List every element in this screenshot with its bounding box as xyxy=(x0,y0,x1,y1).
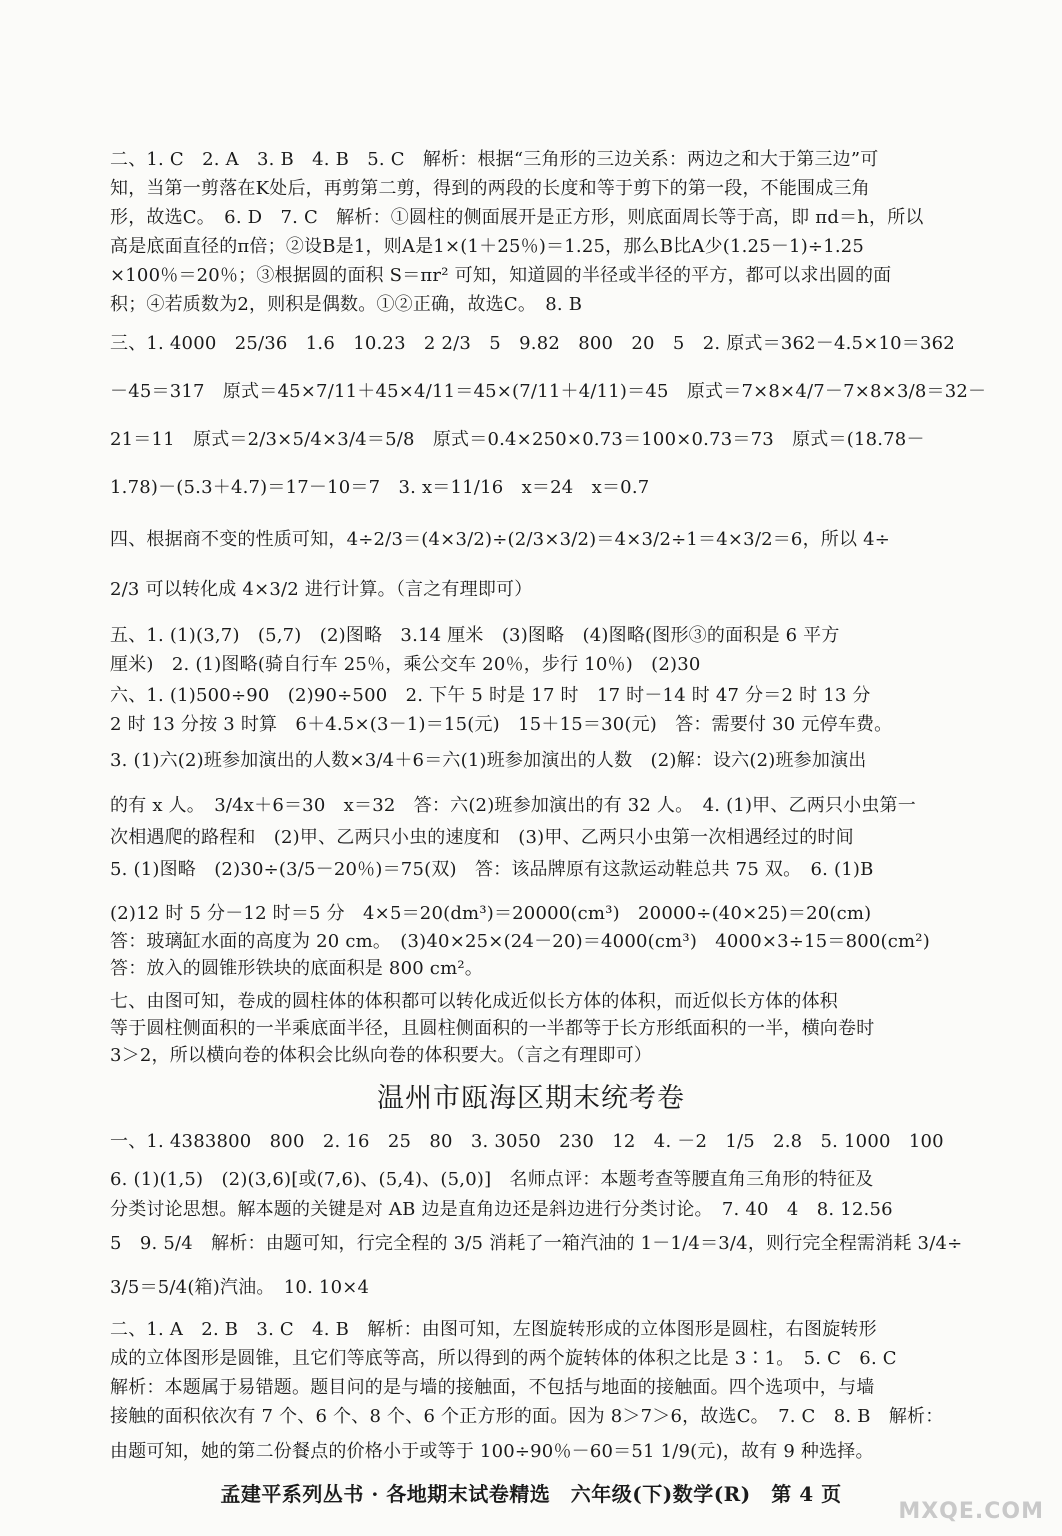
text-line: 由题可知，她的第二份餐点的价格小于或等于 100÷90％－60＝51 1/9(元)，故有 9 种选择。 xyxy=(110,1441,874,1462)
watermark-logo xyxy=(844,1446,1044,1524)
text-line: 知，当第一剪落在K处后，再剪第二剪，得到的两段的长度和等于剪下的第一段，不能围成三角 xyxy=(110,178,870,199)
text-line: 七、由图可知，卷成的圆柱体的体积都可以转化成近似长方体的体积，而近似长方体的体积 xyxy=(110,991,838,1012)
text-line: 三、1. 4000 25/36 1.6 10.23 2 2/3 5 9.82 800 20 5 2. 原式＝362－4.5×10＝362 xyxy=(110,333,955,354)
text-line: 5. (1)图略 (2)30÷(3/5－20％)＝75(双) 答：该品牌原有这款运动鞋总共 75 双。 6. (1)B xyxy=(110,859,874,880)
text-line: 5 9. 5/4 解析：由题可知，行完全程的 3/5 消耗了一箱汽油的 1－1/4＝3/4，则行完全程需消耗 3/4÷ xyxy=(110,1233,963,1254)
text-line: 厘米) 2. (1)图略(骑自行车 25％，乘公交车 20％，步行 10％) (2)30 xyxy=(110,654,701,675)
section-title: 温州市瓯海区期末统考卷 xyxy=(377,1083,685,1114)
text-line: 积；④若质数为2，则积是偶数。①②正确，故选C。 8. B xyxy=(110,294,583,315)
text-line: 1.78)－(5.3＋4.7)＝17－10＝7 3. x＝11/16 x＝24 x＝0.7 xyxy=(110,477,650,498)
text-line: 答：放入的圆锥形铁块的底面积是 800 cm²。 xyxy=(110,958,483,979)
page-footer: 孟建平系列丛书 · 各地期末试卷精选 六年级(下)数学(R) 第 4 页 xyxy=(220,1482,842,1506)
text-line: 二、1. C 2. A 3. B 4. B 5. C 解析：根据“三角形的三边关系：两边之和大于第三边”可 xyxy=(110,149,879,170)
text-line: 等于圆柱侧面积的一半乘底面半径，且圆柱侧面积的一半都等于长方形纸面积的一半，横向卷时 xyxy=(110,1018,875,1039)
text-line: 6. (1)(1,5) (2)(3,6)[或(7,6)、(5,4)、(5,0)] 名师点评：本题考查等腰直角三角形的特征及 xyxy=(110,1169,874,1190)
text-line: 21＝11 原式＝2/3×5/4×3/4＝5/8 原式＝0.4×250×0.73＝100×0.73＝73 原式＝(18.78－ xyxy=(110,429,925,450)
text-line: 高是底面直径的π倍；②设B是1，则A是1×(1＋25％)＝1.25，那么B比A少(1.25－1)÷1.25 xyxy=(110,236,865,257)
text-line: 3/5＝5/4(箱)汽油。 10. 10×4 xyxy=(110,1277,370,1298)
text-line: ×100％＝20％；③根据圆的面积 S＝πr² 可知，知道圆的半径或半径的平方，都可以求出圆的面 xyxy=(110,265,892,286)
text-line: 2 时 13 分按 3 时算 6＋4.5×(3－1)＝15(元) 15＋15＝30(元) 答：需要付 30 元停车费。 xyxy=(110,714,893,735)
text-line: －45＝317 原式＝45×7/11＋45×4/11＝45×(7/11＋4/11)＝45 原式＝7×8×4/7－7×8×3/8＝32－ xyxy=(110,381,987,402)
text-line: 3. (1)六(2)班参加演出的人数×3/4＋6＝六(1)班参加演出的人数 (2)解：设六(2)班参加演出 xyxy=(110,750,867,771)
text-line: 六、1. (1)500÷90 (2)90÷500 2. 下午 5 时是 17 时 17 时－14 时 47 分＝2 时 13 分 xyxy=(110,685,871,706)
text-line: 答：玻璃缸水面的高度为 20 cm。 (3)40×25×(24－20)＝4000(cm³) 4000×3÷15＝800(cm²) xyxy=(110,931,930,952)
text-line: 一、1. 4383800 800 2. 16 25 80 3. 3050 230 12 4. －2 1/5 2.8 5. 1000 100 xyxy=(110,1131,944,1152)
text-line: 分类讨论思想。解本题的关键是对 AB 边是直角边还是斜边进行分类讨论。 7. 40 4 8. 12.56 xyxy=(110,1199,893,1220)
watermark-text: MXQE.COM xyxy=(898,1499,1044,1524)
text-line: 接触的面积依次有 7 个、6 个、8 个、6 个正方形的面。因为 8＞7＞6，故选C。 7. C 8. B 解析： xyxy=(110,1406,944,1427)
text-line: 的有 x 人。 3/4x＋6＝30 x＝32 答：六(2)班参加演出的有 32 人。 4. (1)甲、乙两只小虫第一 xyxy=(110,795,916,816)
text-line: 2/3 可以转化成 4×3/2 进行计算。（言之有理即可） xyxy=(110,579,533,600)
text-line: 成的立体图形是圆锥，且它们等底等高，所以得到的两个旋转体的体积之比是 3∶1。 5. C 6. C xyxy=(110,1348,897,1369)
text-line: (2)12 时 5 分－12 时＝5 分 4×5＝20(dm³)＝20000(cm³) 20000÷(40×25)＝20(cm) xyxy=(110,903,872,924)
text-line: 解析：本题属于易错题。题目问的是与墙的接触面，不包括与地面的接触面。四个选项中，与墙 xyxy=(110,1377,875,1398)
text-line: 3＞2，所以横向卷的体积会比纵向卷的体积要大。（言之有理即可） xyxy=(110,1045,653,1066)
text-line: 四、根据商不变的性质可知，4÷2/3＝(4×3/2)÷(2/3×3/2)＝4×3/2÷1＝4×3/2＝6，所以 4÷ xyxy=(110,529,891,550)
text-line: 五、1. (1)(3,7) (5,7) (2)图略 3.14 厘米 (3)图略 (4)图略(图形③的面积是 6 平方 xyxy=(110,625,840,646)
text-line: 次相遇爬的路程和 (2)甲、乙两只小虫的速度和 (3)甲、乙两只小虫第一次相遇经过的时间 xyxy=(110,827,854,848)
text-line: 形，故选C。 6. D 7. C 解析：①圆柱的侧面展开是正方形，则底面周长等于高，即 πd＝h，所以 xyxy=(110,207,924,228)
text-line: 二、1. A 2. B 3. C 4. B 解析：由图可知，左图旋转形成的立体图形是圆柱，右图旋转形 xyxy=(110,1319,877,1340)
